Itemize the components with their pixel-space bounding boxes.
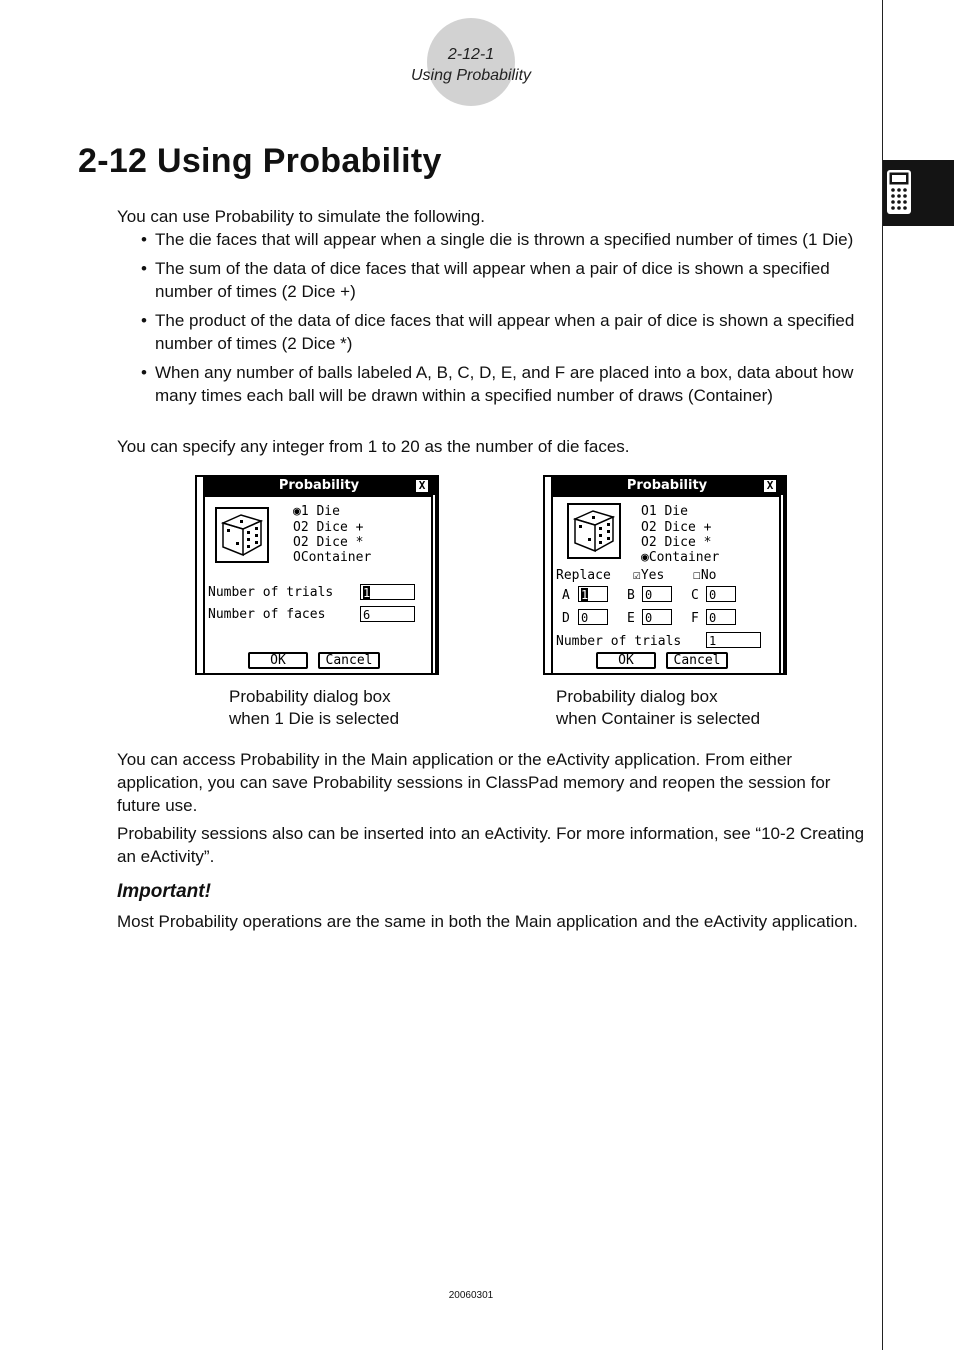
dialog-title: Probability: [626, 478, 708, 493]
faces-label: Number of faces: [208, 607, 326, 622]
ball-d-label: D: [562, 611, 570, 626]
page-title: 2-12 Using Probability: [78, 142, 442, 180]
dialog-body: [203, 495, 433, 675]
footer-code: 20060301: [448, 1290, 494, 1301]
replace-no-checkbox[interactable]: ☐No: [693, 568, 717, 583]
replace-label: Replace: [556, 568, 611, 583]
trials-input[interactable]: 1: [706, 632, 761, 648]
caption-line: when Container is selected: [556, 709, 761, 728]
ok-button[interactable]: OK: [248, 652, 308, 669]
ball-f-input[interactable]: 0: [706, 609, 736, 625]
caption-line: Probability dialog box: [229, 687, 391, 706]
calculator-icon: [883, 160, 954, 226]
feature-list: [140, 228, 868, 413]
insert-paragraph: Probability sessions also can be inserted into an eActivity. For more information, see “10-2 Creating an eActivity”.: [117, 824, 865, 866]
probability-dialog-1die-screenshot: [195, 475, 439, 675]
dialog-body: [551, 495, 781, 675]
ball-e-label: E: [627, 611, 635, 626]
ball-f-label: F: [691, 611, 699, 626]
window-edge: [435, 477, 443, 673]
option-1-die[interactable]: ◉1 Die: [293, 504, 340, 519]
dialog-title: Probability: [278, 478, 360, 493]
caption-line: Probability dialog box: [556, 687, 718, 706]
ball-c-input[interactable]: 0: [706, 586, 736, 602]
intro-text: You can use Probability to simulate the following.: [117, 207, 485, 226]
caption-line: when 1 Die is selected: [229, 709, 400, 728]
dice-icon: [567, 503, 621, 559]
cancel-button[interactable]: Cancel: [666, 652, 728, 669]
ball-e-input[interactable]: 0: [642, 609, 672, 625]
trials-input[interactable]: [360, 584, 415, 600]
dice-icon: [215, 507, 269, 563]
dialog-titlebar: [203, 477, 435, 495]
option-container[interactable]: ◉Container: [641, 550, 720, 565]
faces-input[interactable]: 6: [360, 606, 415, 622]
option-2-dice-product[interactable]: O2 Dice *: [293, 535, 364, 550]
trials-value: 1: [363, 586, 371, 600]
list-item: • The sum of the data of dice faces that will appear when a pair of dice is shown a specified number of times (2 Dice +): [140, 257, 868, 303]
ball-a-label: A: [562, 588, 570, 603]
option-1-die[interactable]: O1 Die: [641, 504, 688, 519]
trials-label: Number of trials: [556, 634, 682, 649]
ball-d-input[interactable]: 0: [578, 609, 608, 625]
close-icon[interactable]: X: [764, 480, 776, 492]
figure-caption-1: [229, 686, 399, 730]
close-icon[interactable]: X: [416, 480, 428, 492]
trials-label: Number of trials: [208, 585, 334, 600]
header-section: Using Probability: [410, 67, 532, 84]
ball-a-value: 1: [581, 588, 589, 602]
important-text: Most Probability operations are the same in both the Main application and the eActivity application.: [117, 912, 858, 931]
probability-dialog-container-screenshot: [543, 475, 787, 675]
list-item: • The die faces that will appear when a single die is thrown a specified number of times (1 Die): [140, 228, 868, 251]
ball-b-input[interactable]: 0: [642, 586, 672, 602]
dialog-titlebar: [551, 477, 783, 495]
ball-c-label: C: [691, 588, 699, 603]
list-item: • When any number of balls labeled A, B, C, D, E, and F are placed into a box, data about how many times each ball will be drawn within a specified number of draws (Container): [140, 361, 868, 407]
access-paragraph: You can access Probability in the Main application or the eActivity application. From either application, you can save Probability sessions in ClassPad memory and reopen the session for future use.: [117, 750, 831, 815]
option-container[interactable]: OContainer: [293, 550, 372, 565]
option-2-dice-sum[interactable]: O2 Dice +: [293, 520, 364, 535]
ok-button[interactable]: OK: [596, 652, 656, 669]
cancel-button[interactable]: Cancel: [318, 652, 380, 669]
option-2-dice-product[interactable]: O2 Dice *: [641, 535, 712, 550]
important-heading: Important!: [117, 881, 211, 902]
running-header: [380, 44, 562, 86]
faces-note: You can specify any integer from 1 to 20 as the number of die faces.: [117, 437, 630, 456]
list-item: • The product of the data of dice faces that will appear when a pair of dice is shown a specified number of times (2 Dice *): [140, 309, 868, 355]
ball-a-input[interactable]: [578, 586, 608, 602]
replace-yes-checkbox[interactable]: ☑Yes: [633, 568, 665, 583]
header-page-number: 2-12-1: [447, 46, 495, 63]
ball-b-label: B: [627, 588, 635, 603]
figure-caption-2: [556, 686, 760, 730]
option-2-dice-sum[interactable]: O2 Dice +: [641, 520, 712, 535]
chapter-tab: [883, 160, 954, 226]
window-edge: [783, 477, 791, 673]
